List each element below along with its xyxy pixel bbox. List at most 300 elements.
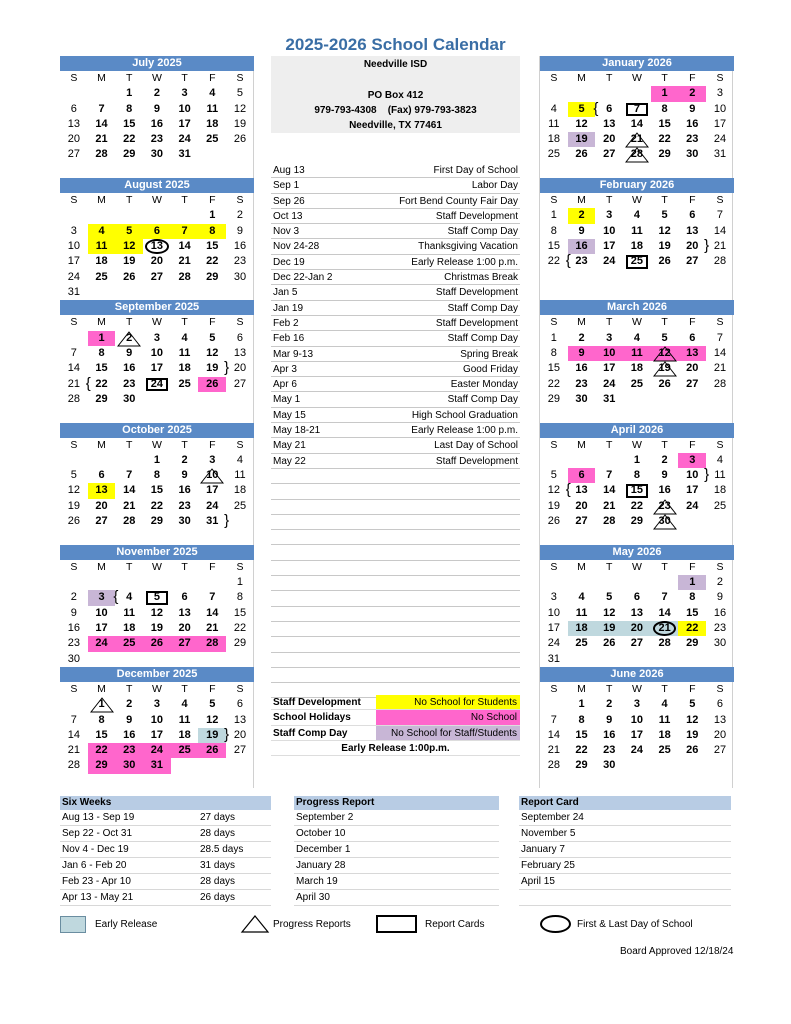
day-number: 28 (630, 148, 644, 161)
day-cell (706, 713, 734, 728)
day-number: 29 (658, 148, 671, 161)
day-cell (198, 590, 226, 605)
empty-cell (198, 285, 226, 300)
day-cell (623, 361, 651, 376)
day-number: 25 (233, 499, 247, 512)
day-number: 30 (123, 759, 136, 772)
blank-event-row (271, 668, 520, 683)
day-number: 9 (70, 606, 77, 619)
key-value: No School for Students (376, 695, 520, 709)
day-cell (143, 590, 171, 605)
day-number: 1 (633, 453, 640, 466)
day-cell (651, 208, 679, 223)
empty-cell (623, 652, 651, 667)
empty-cell (226, 392, 254, 407)
day-number: 6 (689, 209, 696, 222)
day-number: 18 (630, 240, 644, 253)
day-number: 2 (70, 591, 77, 604)
day-cell (115, 361, 143, 376)
day-cell (651, 697, 679, 712)
event-name: Staff Development (435, 287, 518, 299)
day-cell (115, 758, 143, 773)
day-number: 3 (153, 331, 160, 344)
day-number: 14 (123, 484, 136, 497)
day-number: 15 (658, 117, 671, 130)
day-number: 18 (178, 728, 191, 741)
weekday-header: W (151, 438, 162, 451)
day-number: 29 (95, 392, 108, 405)
day-cell (143, 361, 171, 376)
day-cell (651, 117, 679, 132)
event-row (271, 423, 520, 438)
day-cell (568, 590, 596, 605)
day-cell (623, 483, 651, 498)
day-cell (706, 743, 734, 758)
day-cell (115, 636, 143, 651)
day-cell (540, 590, 568, 605)
day-cell (226, 743, 254, 758)
day-cell (623, 377, 651, 392)
day-cell (540, 254, 568, 269)
day-number: 3 (716, 87, 724, 100)
month-january-2026 (540, 56, 734, 178)
empty-cell (143, 285, 171, 300)
day-number: 1 (578, 698, 585, 711)
day-cell (595, 361, 623, 376)
day-cell (88, 361, 116, 376)
day-cell (595, 697, 623, 712)
day-cell (678, 346, 706, 361)
day-cell (595, 331, 623, 346)
event-date: May 18-21 (273, 425, 321, 437)
weekday-header: T (126, 560, 133, 573)
day-cell (623, 102, 651, 117)
grading-period-end-brace: } (224, 359, 230, 377)
weekday-header: F (689, 438, 696, 451)
day-number: 28 (713, 377, 727, 390)
day-number: 24 (150, 377, 164, 390)
month-february-2026 (540, 178, 734, 300)
day-number: 26 (658, 377, 671, 390)
empty-cell (568, 86, 596, 101)
day-cell (678, 147, 706, 162)
weekday-header: S (70, 438, 78, 451)
ellipse-icon (540, 915, 571, 933)
day-number: 26 (233, 133, 247, 146)
day-cell (623, 636, 651, 651)
day-number: 6 (236, 698, 244, 711)
day-cell (198, 713, 226, 728)
day-number: 22 (547, 377, 560, 390)
day-cell (568, 346, 596, 361)
day-number: 29 (575, 759, 588, 772)
day-cell (171, 270, 199, 285)
day-number: 23 (67, 637, 80, 650)
day-number: 5 (153, 591, 160, 604)
month-title: October 2025 (60, 423, 254, 438)
day-number: 4 (550, 102, 557, 115)
day-number: 11 (548, 117, 560, 130)
day-cell (568, 377, 596, 392)
day-cell (678, 743, 706, 758)
blank-event-row (271, 515, 520, 530)
month-october-2025 (60, 423, 254, 545)
empty-cell (540, 697, 568, 712)
event-row (271, 194, 520, 209)
day-cell (60, 728, 88, 743)
day-number: 2 (578, 331, 585, 344)
day-number: 27 (713, 744, 727, 757)
day-cell (171, 621, 199, 636)
day-cell (143, 758, 171, 773)
day-number: 13 (150, 240, 164, 253)
day-number: 16 (233, 240, 247, 253)
event-date: Jan 5 (273, 287, 298, 299)
day-cell (171, 499, 199, 514)
day-cell (623, 147, 651, 162)
weekday-header: S (236, 438, 244, 451)
day-cell (623, 514, 651, 529)
day-cell (706, 468, 734, 483)
day-number: 18 (575, 621, 588, 634)
day-cell (143, 453, 171, 468)
day-number: 30 (123, 392, 136, 405)
day-cell (568, 514, 596, 529)
right-calendar-column (539, 56, 733, 788)
day-number: 28 (67, 759, 80, 772)
day-cell (623, 697, 651, 712)
empty-cell (623, 758, 651, 773)
day-cell (623, 132, 651, 147)
month-title: September 2025 (60, 300, 254, 315)
day-cell (198, 483, 226, 498)
day-number: 20 (713, 728, 727, 741)
day-number: 9 (153, 102, 160, 115)
day-number: 15 (686, 606, 699, 619)
day-cell (226, 224, 254, 239)
day-cell (198, 499, 226, 514)
day-number: 19 (206, 362, 219, 375)
blank-event-row (271, 469, 520, 484)
day-number: 13 (575, 484, 588, 497)
empty-cell (568, 575, 596, 590)
six-weeks-days: 28 days (200, 828, 236, 839)
day-cell (60, 621, 88, 636)
day-number: 1 (550, 331, 557, 344)
month-grid (540, 560, 734, 667)
event-row (271, 209, 520, 224)
empty-cell (143, 208, 171, 223)
day-number: 18 (233, 484, 247, 497)
day-number: 21 (658, 621, 671, 634)
day-number: 28 (95, 148, 108, 161)
day-number: 14 (630, 117, 644, 130)
day-cell (540, 606, 568, 621)
day-cell (540, 208, 568, 223)
day-number: 7 (70, 346, 77, 359)
day-cell (143, 132, 171, 147)
day-cell (198, 102, 226, 117)
day-number: 28 (67, 392, 80, 405)
day-cell (706, 377, 734, 392)
day-number: 4 (181, 698, 188, 711)
day-number: 10 (178, 102, 191, 115)
day-number: 24 (95, 637, 108, 650)
progress-report-table (294, 796, 499, 906)
day-cell (88, 132, 116, 147)
day-number: 9 (661, 469, 668, 482)
month-august-2025 (60, 178, 254, 300)
empty-cell (595, 453, 623, 468)
day-cell (143, 86, 171, 101)
six-weeks-table (60, 796, 271, 906)
grading-period-start-brace: { (113, 588, 119, 606)
day-cell (115, 499, 143, 514)
day-number: 3 (633, 698, 640, 711)
day-cell (540, 514, 568, 529)
day-number: 30 (178, 515, 191, 528)
day-number: 8 (98, 713, 105, 726)
day-number: 27 (178, 637, 191, 650)
day-cell (88, 224, 116, 239)
day-cell (623, 743, 651, 758)
day-number: 23 (713, 621, 727, 634)
day-number: 29 (206, 270, 219, 283)
progress-report-row: January 28 (294, 858, 499, 874)
day-cell (226, 132, 254, 147)
day-cell (540, 147, 568, 162)
day-cell (595, 621, 623, 636)
month-title: April 2026 (540, 423, 734, 438)
day-number: 6 (606, 102, 613, 115)
day-number: 15 (575, 728, 588, 741)
blank-event-row (271, 484, 520, 499)
weekday-header: S (236, 194, 244, 207)
day-cell (651, 331, 679, 346)
key-value: No School for Staff/Students (376, 726, 520, 740)
day-cell (595, 590, 623, 605)
day-cell (568, 208, 596, 223)
six-weeks-days: 26 days (200, 892, 236, 903)
legend-early-release: Early Release (60, 912, 157, 936)
day-cell (540, 468, 568, 483)
day-number: 23 (658, 499, 671, 512)
day-number: 10 (713, 102, 727, 115)
day-number: 10 (67, 240, 80, 253)
event-date: Oct 13 (273, 210, 303, 222)
day-cell (651, 743, 679, 758)
day-cell (85, 374, 116, 392)
day-cell (540, 758, 568, 773)
day-number: 2 (236, 209, 244, 222)
day-number: 5 (126, 224, 133, 237)
day-number: 12 (123, 240, 136, 253)
day-cell (568, 728, 596, 743)
weekday-header: S (716, 194, 724, 207)
day-cell (143, 743, 171, 758)
key-label: Staff Comp Day (273, 727, 348, 739)
day-number: 31 (603, 392, 616, 405)
day-cell (115, 224, 143, 239)
day-cell (88, 728, 116, 743)
month-july-2025 (60, 56, 254, 178)
day-number: 27 (150, 270, 164, 283)
event-row (271, 347, 520, 362)
day-number: 21 (713, 362, 727, 375)
day-number: 28 (658, 637, 671, 650)
event-name: Last Day of School (434, 440, 518, 452)
empty-cell (88, 285, 116, 300)
day-number: 24 (630, 744, 644, 757)
day-number: 7 (606, 469, 613, 482)
day-number: 29 (547, 392, 560, 405)
day-number: 14 (67, 362, 80, 375)
day-number: 8 (661, 102, 668, 115)
day-cell (198, 239, 226, 254)
day-number: 14 (603, 484, 616, 497)
report-card-row (519, 890, 731, 906)
weekday-header: S (716, 560, 724, 573)
day-cell (115, 468, 143, 483)
day-number: 19 (206, 728, 219, 741)
day-number: 30 (658, 515, 671, 528)
weekday-header: F (209, 560, 216, 573)
day-cell (540, 743, 568, 758)
day-number: 13 (686, 224, 699, 237)
day-cell (171, 102, 199, 117)
color-key (271, 695, 520, 756)
day-cell (706, 590, 734, 605)
report-card-row: September 24 (519, 810, 731, 826)
day-cell (115, 239, 143, 254)
day-number: 20 (575, 499, 588, 512)
day-cell (171, 239, 199, 254)
day-cell (568, 636, 596, 651)
day-number: 15 (547, 362, 560, 375)
day-number: 13 (233, 713, 247, 726)
day-cell (115, 377, 143, 392)
day-cell (60, 392, 88, 407)
day-number: 3 (153, 698, 160, 711)
day-cell (651, 514, 679, 529)
day-number: 3 (98, 591, 105, 604)
event-row (271, 377, 520, 392)
weekday-header: F (209, 316, 216, 329)
day-cell (171, 697, 199, 712)
day-cell (706, 147, 734, 162)
day-number: 30 (233, 270, 247, 283)
weekday-header: T (661, 316, 668, 329)
day-number: 11 (178, 346, 191, 359)
empty-cell (88, 453, 116, 468)
day-cell (171, 254, 199, 269)
empty-cell (678, 514, 706, 529)
day-cell (226, 590, 254, 605)
day-number: 14 (547, 728, 560, 741)
event-name: Staff Development (435, 455, 518, 467)
center-panel (271, 56, 520, 698)
weekday-header: T (661, 683, 668, 695)
day-number: 7 (70, 713, 77, 726)
weekday-header: S (550, 438, 558, 451)
day-number: 29 (233, 637, 247, 650)
day-cell (593, 99, 623, 117)
day-number: 11 (658, 713, 671, 726)
day-number: 4 (633, 331, 640, 344)
day-number: 17 (603, 362, 616, 375)
day-cell (706, 361, 734, 376)
legend-first-last-day: First & Last Day of School (540, 912, 693, 936)
day-number: 15 (630, 484, 644, 497)
day-number: 1 (98, 331, 105, 344)
day-number: 30 (686, 148, 699, 161)
month-june-2026 (540, 667, 734, 789)
day-cell (143, 468, 171, 483)
weekday-header: M (577, 194, 586, 207)
day-number: 10 (630, 713, 644, 726)
day-cell (171, 743, 199, 758)
day-cell (171, 606, 199, 621)
day-cell (115, 86, 143, 101)
day-number: 13 (603, 117, 616, 130)
day-cell (88, 606, 116, 621)
month-grid (60, 560, 254, 667)
event-list (271, 163, 520, 698)
day-cell (540, 636, 568, 651)
day-cell (226, 117, 254, 132)
empty-cell (171, 652, 199, 667)
day-cell (88, 254, 116, 269)
day-cell (595, 117, 623, 132)
day-number: 1 (689, 576, 696, 589)
day-number: 25 (178, 377, 191, 390)
day-cell (88, 743, 116, 758)
day-number: 3 (606, 331, 613, 344)
weekday-header: W (151, 72, 162, 84)
weekday-header: T (181, 316, 188, 329)
day-number: 18 (658, 728, 671, 741)
day-number: 14 (67, 728, 80, 741)
day-cell (226, 102, 254, 117)
day-number: 5 (578, 102, 585, 115)
event-date: May 22 (273, 455, 306, 467)
day-number: 22 (95, 377, 108, 390)
day-number: 23 (575, 377, 588, 390)
event-date: Sep 1 (273, 180, 300, 192)
report-card-row: January 7 (519, 842, 731, 858)
event-date: May 1 (273, 394, 301, 406)
weekday-header: W (631, 72, 642, 84)
day-number: 12 (658, 224, 671, 237)
month-grid (60, 71, 254, 163)
progress-report-row: March 19 (294, 874, 499, 890)
day-number: 7 (181, 224, 188, 237)
day-number: 27 (233, 377, 247, 390)
day-cell (568, 239, 596, 254)
day-cell (678, 254, 706, 269)
weekday-header: T (126, 683, 133, 695)
day-number: 20 (178, 621, 191, 634)
empty-cell (88, 575, 116, 590)
day-cell (623, 239, 651, 254)
day-number: 9 (126, 713, 133, 726)
day-number: 2 (716, 576, 724, 589)
day-cell (115, 728, 143, 743)
event-row (271, 224, 520, 239)
day-number: 16 (575, 240, 588, 253)
day-number: 3 (689, 453, 696, 466)
day-number: 25 (713, 499, 727, 512)
